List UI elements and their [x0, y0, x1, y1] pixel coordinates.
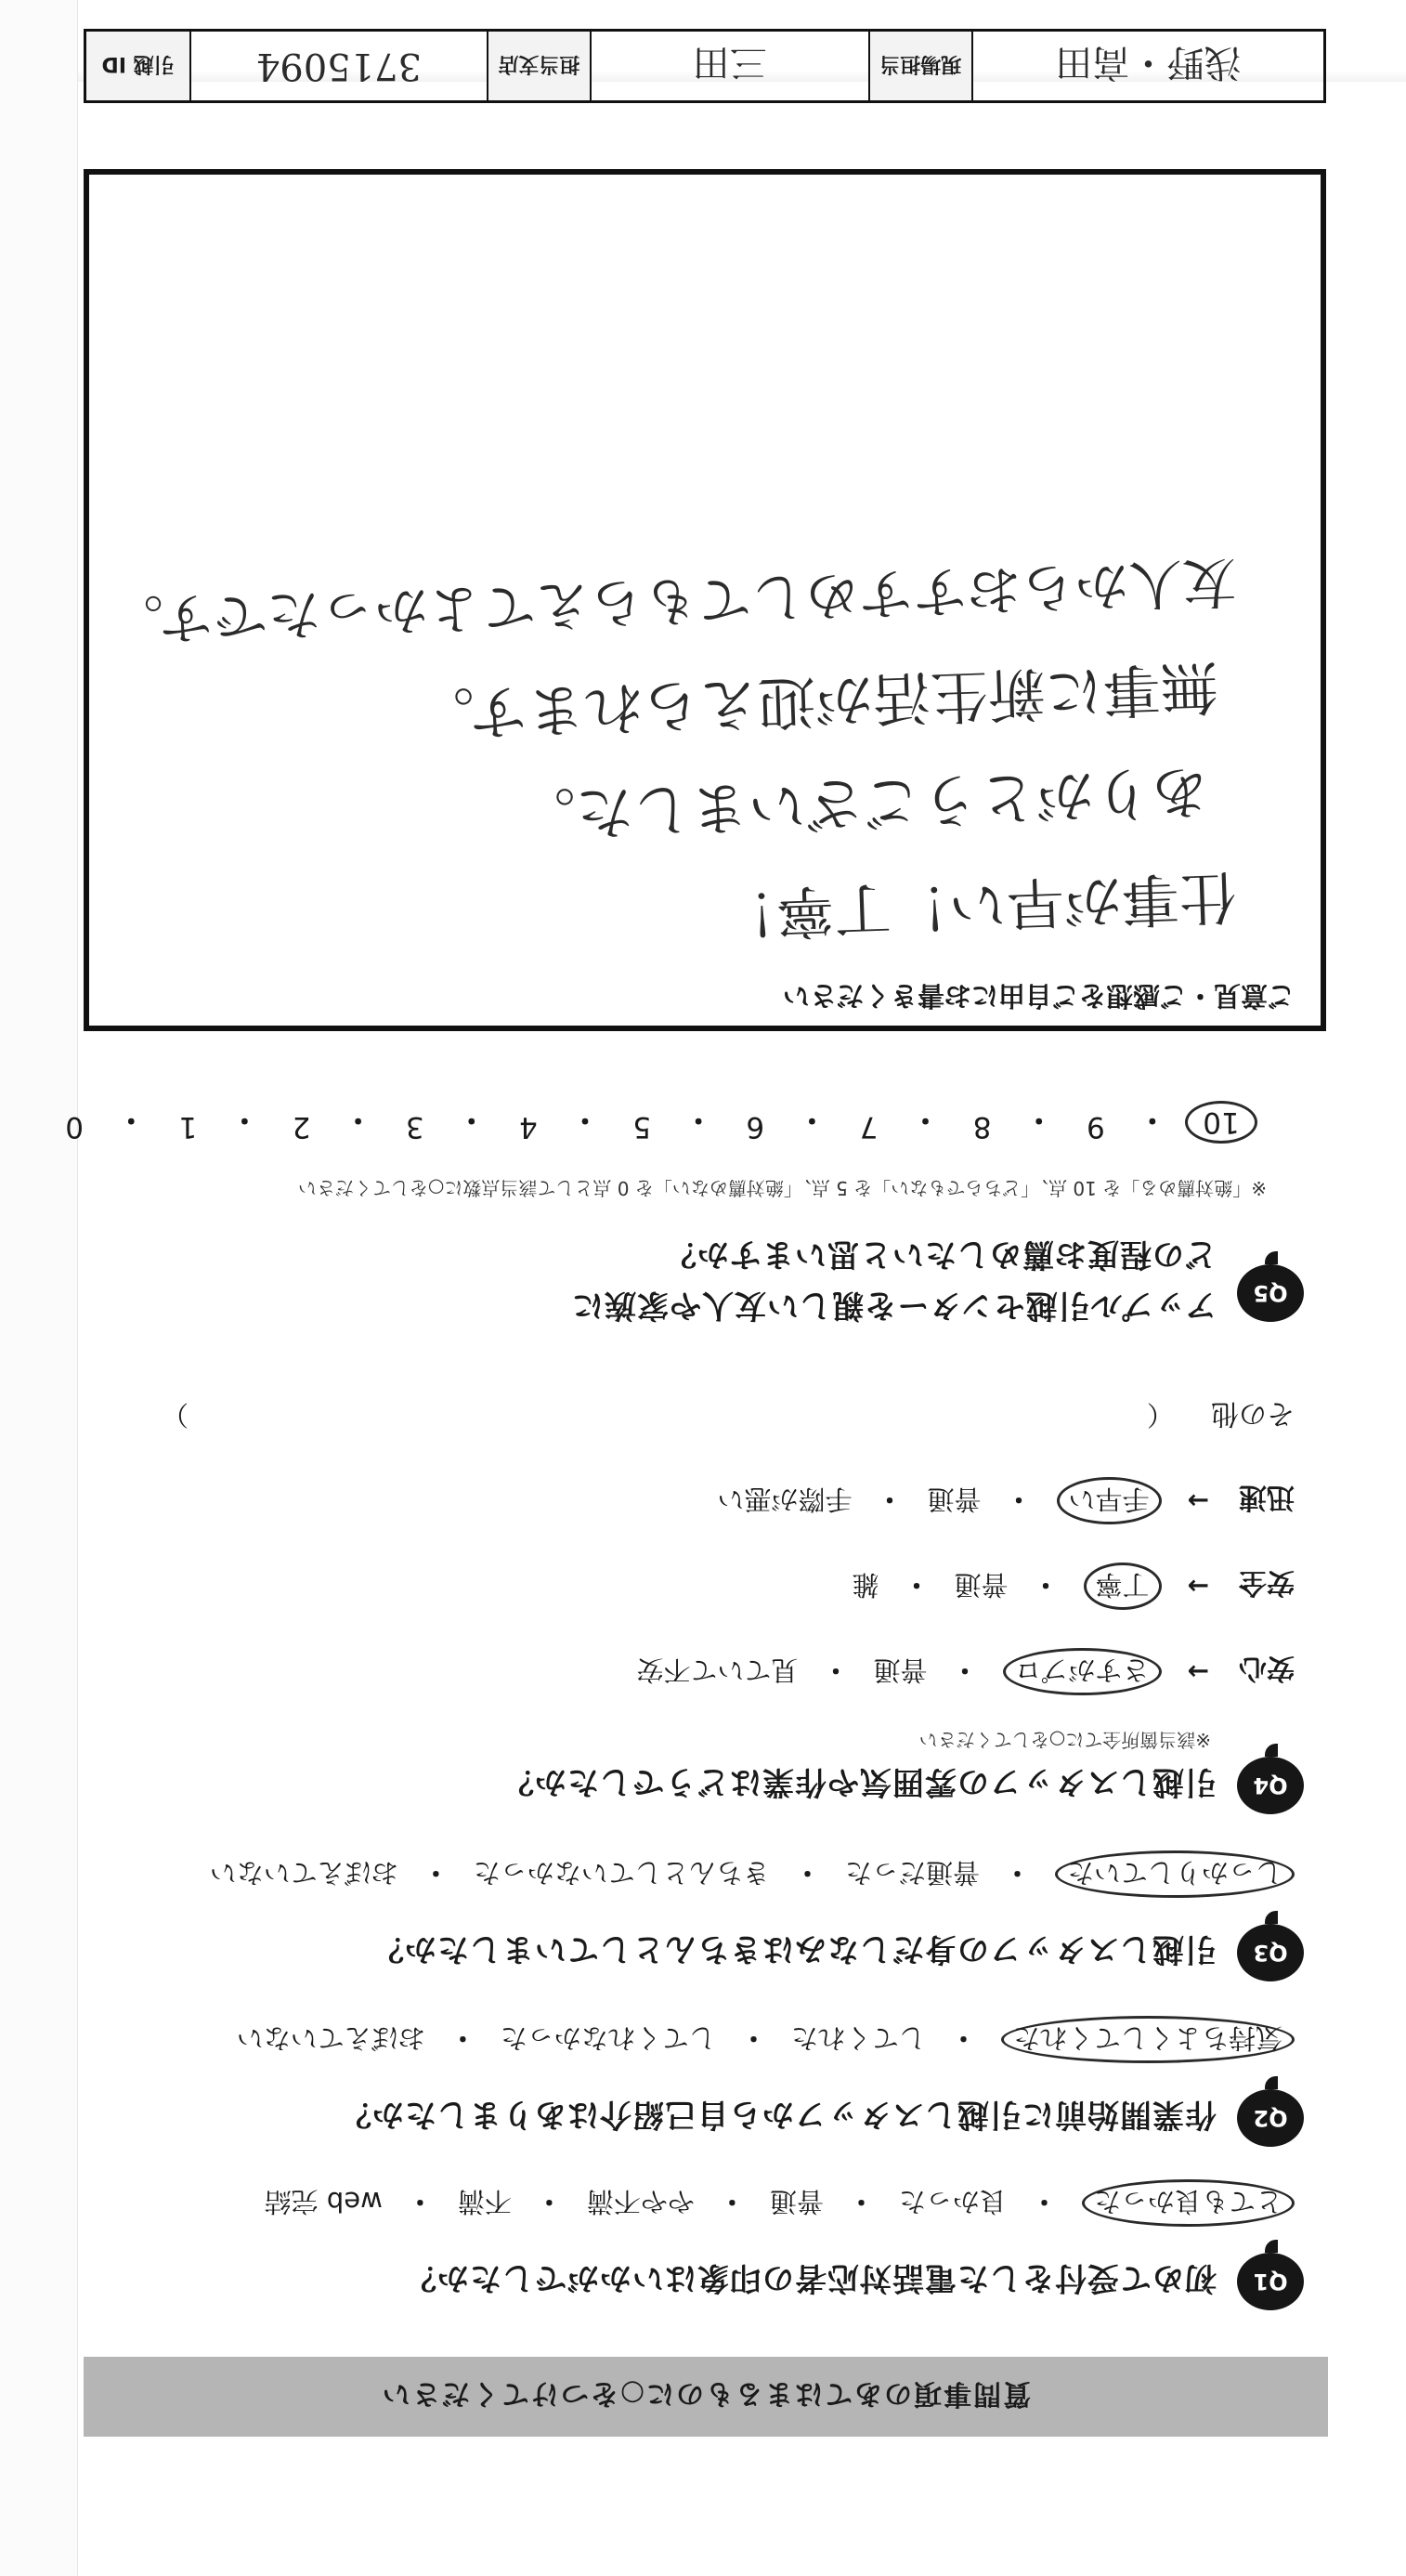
q5-text-line1: アップル引越センターを親しい友人や家族に	[571, 1287, 1217, 1324]
q5-scale: 10 ・ 9 ・ 8 ・ 7 ・ 6 ・ 5 ・ 4 ・ 3 ・ 2 ・ 1 ・ 0	[50, 1101, 1257, 1144]
q4-option[interactable]: 丁寧	[1084, 1563, 1162, 1610]
q1-option[interactable]: やや不満	[586, 2186, 695, 2217]
q3-option[interactable]: しっかりしていた	[1055, 1850, 1295, 1898]
q4-row-label: 安全	[1239, 1566, 1295, 1600]
q3-option[interactable]: おぼえていない	[209, 1857, 398, 1889]
q4-other-label: その他	[1211, 1397, 1295, 1430]
q4-other	[162, 1396, 1295, 1437]
q4-row-label: 迅速	[1239, 1481, 1295, 1514]
id-label: 引越 ID	[86, 32, 189, 100]
scale-option[interactable]: 1	[178, 1110, 198, 1144]
q4-other-paren-open: （	[1146, 1399, 1174, 1432]
q4-option[interactable]: 見ていて不安	[636, 1654, 799, 1686]
question-q4	[501, 1757, 1304, 1814]
staff-id-table	[84, 29, 1326, 103]
comment-line: 無事に新生活が迎えられます。	[415, 652, 1219, 750]
q2-text: 作業開始前に引越しスタッフから自己紹介はありましたか？	[339, 2096, 1217, 2134]
scale-option[interactable]: 9	[1086, 1110, 1105, 1144]
branch-value: 三田	[590, 32, 868, 100]
q5-note: ※「絶対薦める」を 10 点、「どちらでもない」を 5 点、「絶対薦めない」を 0 点として該当点数に○をしてください	[297, 1177, 1267, 1199]
comment-title: ご意見・ご感想をご自由にお書きください	[782, 980, 1295, 1012]
q2-option[interactable]: おぼえていない	[236, 2022, 425, 2054]
q4-option[interactable]: 普通	[873, 1654, 928, 1686]
q4-text: 引越しスタッフの雰囲気や作業はどうでしたか？	[501, 1763, 1217, 1801]
q4-row-jinsoku: 迅速 → 手早い ・ 普通 ・ 手際が悪い	[717, 1477, 1295, 1524]
q4-badge: Q4	[1237, 1757, 1304, 1814]
q4-note: ※該当箇所全てに○をしてください	[918, 1729, 1211, 1751]
q5-text-line2: どの程度お薦めしたいと思いますか？	[664, 1236, 1217, 1273]
q4-row-anzen: 安全 → 丁寧 ・ 普通 ・ 雑	[852, 1563, 1295, 1610]
q4-option[interactable]: 雑	[852, 1569, 879, 1601]
q4-option[interactable]: 手早い	[1057, 1477, 1162, 1524]
arrow-icon: →	[1187, 1656, 1209, 1687]
q4-row-anshin: 安心 → さすがプロ ・ 普通 ・ 見ていて不安	[636, 1648, 1295, 1695]
q1-text: 初めて受付をした電話対応者の印象はいかがでしたか？	[404, 2259, 1217, 2297]
comment-line: 仕事が早い！丁寧！	[717, 862, 1238, 948]
question-q3	[371, 1924, 1304, 1981]
q3-text: 引越しスタッフの身だしなみはきちんとしていましたか？	[371, 1930, 1217, 1968]
q4-option[interactable]: さすがプロ	[1003, 1648, 1162, 1695]
scale-option[interactable]: 7	[859, 1110, 879, 1144]
q4-row-label: 安心	[1239, 1652, 1295, 1685]
q1-options: とても良かった ・ 良かった ・ 普通 ・ やや不満 ・ 不満 ・ web 完結	[265, 2179, 1295, 2227]
q1-option[interactable]: 普通	[769, 2186, 824, 2217]
q3-badge: Q3	[1237, 1924, 1304, 1981]
arrow-icon: →	[1187, 1485, 1209, 1516]
q2-option[interactable]: 気持ちよくしてくれた	[1001, 2016, 1295, 2063]
comment-box[interactable]	[84, 169, 1326, 1031]
question-q1	[404, 2253, 1304, 2310]
scale-option[interactable]: 6	[746, 1110, 765, 1144]
q2-badge: Q2	[1237, 2089, 1304, 2147]
question-q5	[571, 1235, 1304, 1331]
q5-badge: Q5	[1237, 1264, 1304, 1322]
q1-option[interactable]: 良かった	[898, 2186, 1007, 2217]
q1-option[interactable]: とても良かった	[1082, 2179, 1295, 2227]
q2-options: 気持ちよくしてくれた ・ してくれた ・ してくれなかった ・ おぼえていない	[237, 2016, 1295, 2063]
q1-option[interactable]: web 完結	[264, 2186, 383, 2217]
q1-option[interactable]: 不満	[457, 2186, 512, 2217]
q5-text-block	[571, 1235, 1217, 1331]
scale-option[interactable]: 4	[519, 1110, 538, 1144]
id-value: 3715094	[189, 32, 487, 100]
scale-option[interactable]: 10	[1185, 1101, 1257, 1144]
scan-edge	[0, 0, 78, 2576]
q1-badge: Q1	[1237, 2253, 1304, 2310]
q4-option[interactable]: 普通	[927, 1484, 982, 1515]
branch-label: 担当支店	[487, 32, 590, 100]
q4-option[interactable]: 普通	[954, 1569, 1009, 1601]
q4-other-paren-close: ）	[162, 1399, 189, 1432]
manager-label: 現場担当	[868, 32, 971, 100]
q4-option[interactable]: 手際が悪い	[717, 1484, 853, 1515]
comment-line: 友人からおすすめしてもらえてよかったです。	[109, 549, 1238, 653]
q3-option[interactable]: 普通だった	[844, 1857, 980, 1889]
q3-options: しっかりしていた ・ 普通だった ・ きちんとしていなかった ・ おぼえていない	[210, 1850, 1295, 1898]
scale-option[interactable]: 3	[405, 1110, 424, 1144]
scale-option[interactable]: 2	[292, 1110, 311, 1144]
scale-option[interactable]: 5	[632, 1110, 651, 1144]
q2-option[interactable]: してくれた	[790, 2022, 926, 2054]
section-header: 質問事項のあてはまるものに○をつけてください	[84, 2357, 1328, 2437]
q3-option[interactable]: きちんとしていなかった	[473, 1857, 770, 1889]
scale-option[interactable]: 0	[65, 1110, 84, 1144]
scale-option[interactable]: 8	[972, 1110, 992, 1144]
manager-value: 浅野・高田	[971, 32, 1323, 100]
q2-option[interactable]: してくれなかった	[500, 2022, 716, 2054]
comment-line: ありがとうございました。	[516, 757, 1210, 849]
arrow-icon: →	[1187, 1571, 1209, 1602]
question-q2	[339, 2089, 1304, 2147]
